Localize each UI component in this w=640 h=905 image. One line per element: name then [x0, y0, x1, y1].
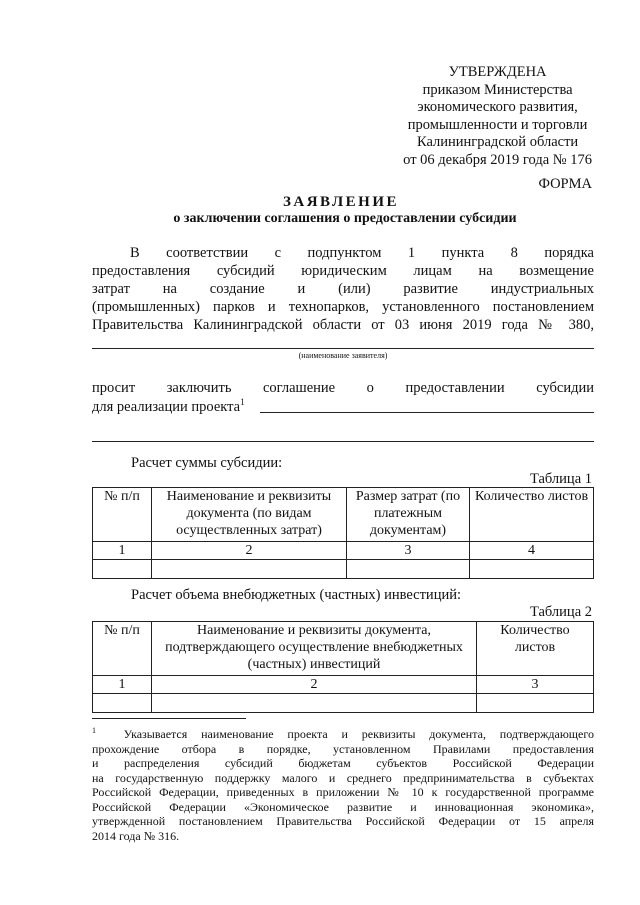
header-cell: Количество листов: [470, 488, 594, 542]
document-title: ЗАЯВЛЕНИЕ: [282, 194, 400, 210]
number-cell: 4: [470, 542, 594, 560]
number-cell: 2: [152, 542, 347, 560]
header-cell: № п/п: [93, 622, 152, 676]
request-line: просит заключить соглашение о предоставлении субсидии: [92, 380, 594, 396]
form-label: ФОРМА: [538, 176, 592, 192]
table-cell[interactable]: [470, 560, 594, 579]
table1-intro: Расчет суммы субсидии:: [131, 455, 283, 471]
number-cell: 1: [93, 542, 152, 560]
applicant-caption: (наименование заявителя): [298, 351, 388, 360]
table-number-row: [93, 542, 594, 560]
footnote-line: утвержденной постановлением Правительства Российской Федерации от 15 апреля: [92, 814, 594, 828]
footnote-mark: 1: [92, 726, 96, 735]
table-row: [93, 694, 594, 713]
footnote-line: Российской Федерации «Экономическое развитие и инновационная экономика»,: [92, 799, 594, 814]
footnote-line: Российской Федерации, приведенных в приложении № 10 к государственной программе: [92, 785, 594, 799]
footnote-line: [92, 724, 594, 742]
intro-line: предоставления субсидий юридическим лицам на возмещение: [92, 263, 594, 279]
footnote-line: прохождение отбора в порядке, установленном Правилами предоставления: [92, 741, 594, 756]
table-header-row: [93, 622, 594, 676]
footnote-line: 2014 года № 316.: [92, 828, 180, 843]
project-name-continuation-field[interactable]: [92, 441, 594, 442]
approval-line: УТВЕРЖДЕНА: [448, 64, 547, 80]
table-cell[interactable]: [93, 560, 152, 579]
number-cell: 3: [477, 676, 594, 694]
approval-line: приказом Министерства: [422, 81, 573, 98]
table2-intro: Расчет объема внебюджетных (частных) инвестиций:: [131, 587, 461, 603]
project-label-wrap: [92, 397, 245, 416]
header-cell: Наименование и реквизиты документа, подтверждающего осуществление внебюджетных (частных) инвестиций: [152, 622, 477, 676]
investment-calc-table: [92, 621, 594, 713]
header-cell: Наименование и реквизиты документа (по видам осуществленных затрат): [152, 488, 347, 542]
header-cell: Размер затрат (по платежным документам): [347, 488, 470, 542]
approval-line: Калининградской области: [416, 134, 579, 150]
applicant-name-field[interactable]: [92, 348, 594, 349]
table-cell[interactable]: [347, 560, 470, 579]
approval-block: [403, 64, 592, 169]
footnote: [92, 724, 594, 843]
intro-line: Правительства Калининградской области от 03 июня 2019 года № 380,: [92, 317, 594, 333]
number-cell: 1: [93, 676, 152, 694]
header-cell: Количество листов: [477, 622, 594, 676]
project-name-field[interactable]: [260, 412, 594, 413]
intro-line: затрат на создание и (или) развитие индустриальных: [92, 281, 594, 297]
table-cell[interactable]: [152, 560, 347, 579]
table-cell[interactable]: [477, 694, 594, 713]
approval-line: промышленности и торговли: [407, 116, 588, 133]
intro-line: (промышленных) парков и технопарков, установленного постановлением: [92, 299, 594, 315]
table-cell[interactable]: [93, 694, 152, 713]
number-cell: 3: [347, 542, 470, 560]
table-header-row: [93, 488, 594, 542]
document-subtitle: о заключении соглашения о предоставлении субсидии: [173, 211, 517, 226]
footnote-line: на государственную поддержку малого и среднего предпринимательства в субъектах: [92, 770, 594, 785]
table-cell[interactable]: [152, 694, 477, 713]
intro-line: В соответствии с подпунктом 1 пункта 8 порядка: [130, 245, 594, 261]
intro-paragraph: [92, 244, 594, 334]
table-row: [93, 560, 594, 579]
number-cell: 2: [152, 676, 477, 694]
project-label: для реализации проекта: [92, 398, 241, 415]
header-cell: № п/п: [93, 488, 152, 542]
subsidy-calc-table: [92, 487, 594, 579]
footnote-line: и распределения субсидий бюджетам субъектов Российской Федерации: [92, 756, 594, 770]
footnote-ref: 1: [240, 397, 245, 407]
footnote-text: Указывается наименование проекта и реквизиты документа, подтверждающего: [123, 727, 594, 741]
footnote-separator: [92, 718, 246, 719]
table1-caption: Таблица 1: [529, 471, 592, 487]
table2-caption: Таблица 2: [529, 604, 592, 620]
table-number-row: [93, 676, 594, 694]
approval-line: экономического развития,: [417, 99, 578, 115]
approval-line: от 06 декабря 2019 года № 176: [403, 151, 592, 168]
